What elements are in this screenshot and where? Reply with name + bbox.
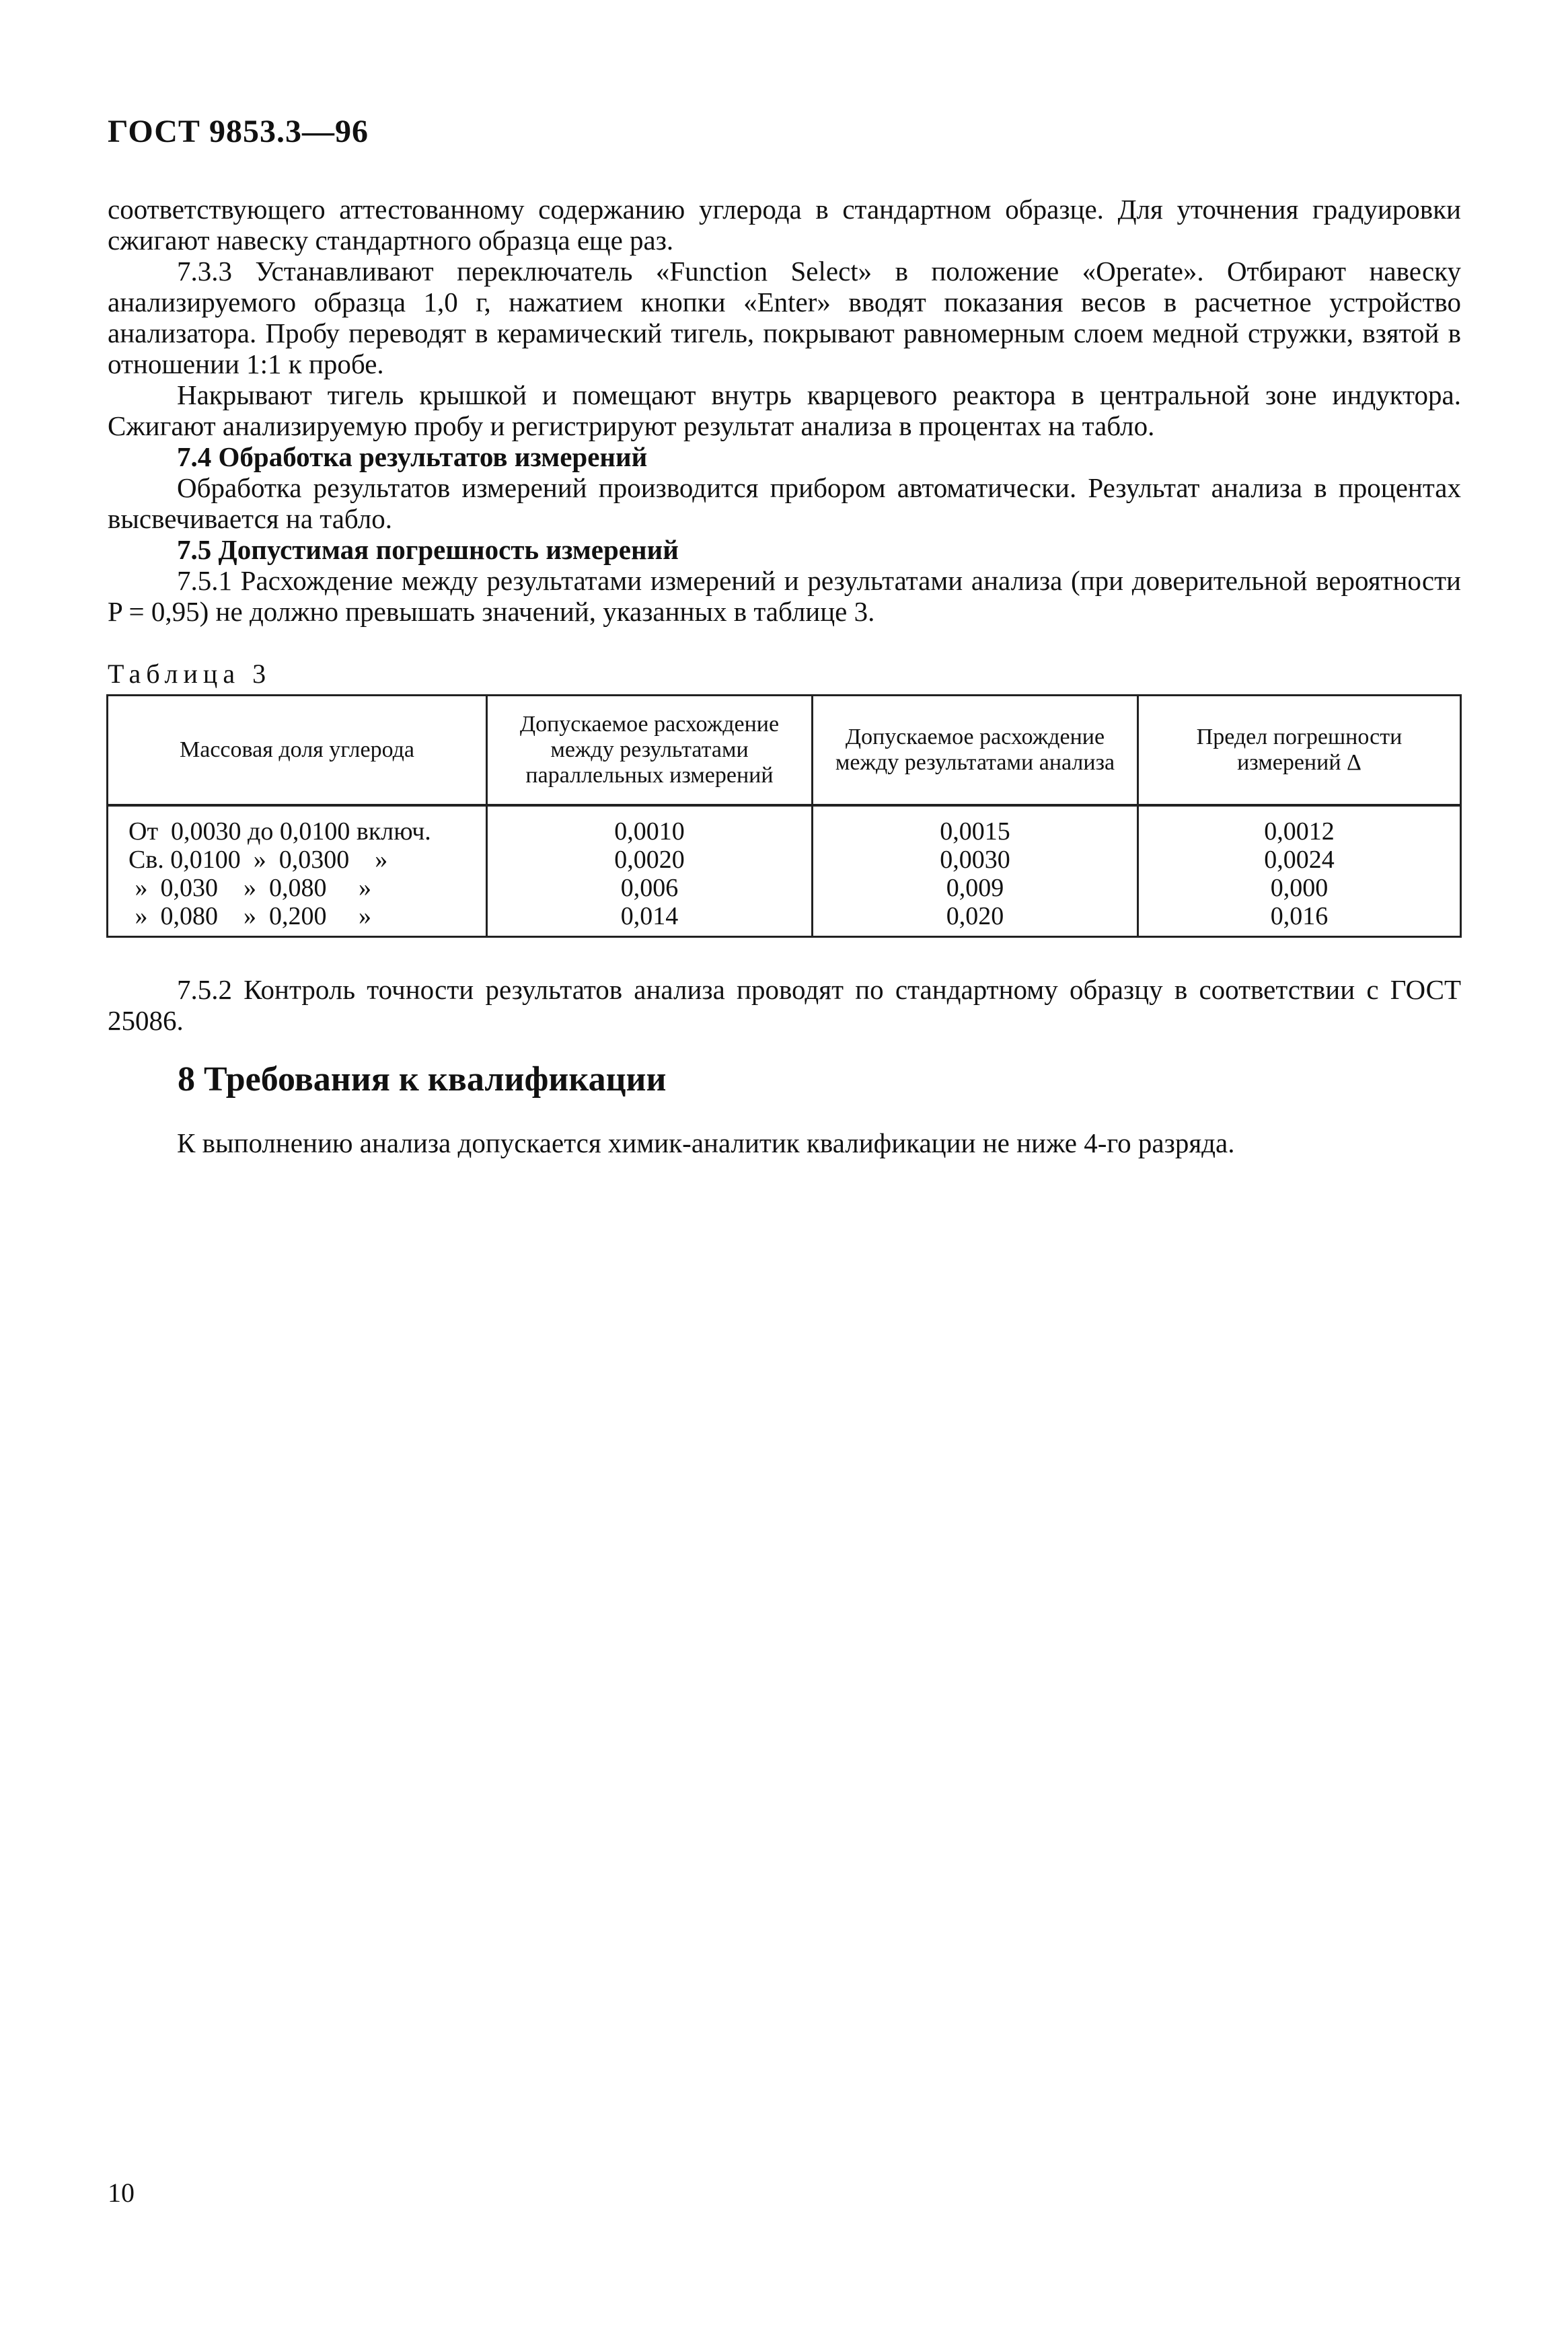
table-cell: 0,016 <box>1138 902 1461 937</box>
table-caption: Таблица 3 <box>108 659 272 689</box>
table-cell: 0,0010 <box>487 805 813 846</box>
table-cell: 0,0030 <box>813 846 1138 874</box>
table-cell: 0,0012 <box>1138 805 1461 846</box>
table-row <box>108 805 1461 846</box>
column-header-error-limit: Предел погрешности измерений Δ <box>1138 696 1461 806</box>
table-cell: 0,0024 <box>1138 846 1461 874</box>
table-cell: 0,000 <box>1138 874 1461 902</box>
table-cell: Св. 0,0100 » 0,0300 » <box>108 846 487 874</box>
table-row <box>108 902 1461 937</box>
paragraph-7-5-2: 7.5.2 Контроль точности результатов анализа проводят по стандартному образцу в соответствии с ГОСТ 25086. <box>108 974 1461 1036</box>
paragraph-7-4: Обработка результатов измерений производится прибором автоматически. Результат анализа в процентах высвечивается на табло. <box>108 472 1461 534</box>
column-header-analysis-discrepancy: Допускаемое расхождение между результатами анализа <box>813 696 1138 806</box>
heading-7-4: 7.4 Обработка результатов измерений <box>177 441 648 472</box>
table-row <box>108 846 1461 874</box>
text-block-top <box>108 194 1461 627</box>
table-cell: От 0,0030 до 0,0100 включ. <box>108 805 487 846</box>
column-header-parallel-discrepancy: Допускаемое расхождение между результатами параллельных измерений <box>487 696 813 806</box>
page-number: 10 <box>108 2178 135 2208</box>
paragraph-7-3-3: 7.3.3 Устанавливают переключатель «Function Select» в положение «Operate». Отбирают навеску анализируемого образца 1,0 г, нажатием кнопки «Enter» вводят показания весов в расчетное устройство анализатора. Пробу переводят в керамический тигель, покрывают равномерным слоем медной стружки, взятой в отношении 1:1 к пробе. <box>108 256 1461 379</box>
column-header-carbon-fraction: Массовая доля углерода <box>108 696 487 806</box>
table-header-row <box>108 696 1461 806</box>
table-cell: » 0,030 » 0,080 » <box>108 874 487 902</box>
text-block-7-5-2 <box>108 974 1461 1036</box>
table-cell: 0,0015 <box>813 805 1138 846</box>
section-8-title: 8 Требования к квалификации <box>178 1060 667 1099</box>
text-block-section-8 <box>108 1127 1461 1158</box>
heading-7-5: 7.5 Допустимая погрешность измерений <box>177 534 679 565</box>
paragraph-combustion: Накрывают тигель крышкой и помещают внутрь кварцевого реактора в центральной зоне индуктора. Сжигают анализируемую пробу и регистрируют результат анализа в процентах на табло. <box>108 379 1461 441</box>
table-cell: 0,020 <box>813 902 1138 937</box>
table-cell: 0,014 <box>487 902 813 937</box>
document-code-header: ГОСТ 9853.3—96 <box>108 114 369 149</box>
table-cell: 0,009 <box>813 874 1138 902</box>
paragraph-7-5-1: 7.5.1 Расхождение между результатами измерений и результатами анализа (при доверительной вероятности P = 0,95) не должно превышать значений, указанных в таблице 3. <box>108 565 1461 627</box>
table-row <box>108 874 1461 902</box>
paragraph-continuation: соответствующего аттестованному содержанию углерода в стандартном образце. Для уточнения градуировки сжигают навеску стандартного образца еще раз. <box>108 194 1461 256</box>
tolerance-table <box>106 694 1462 938</box>
table-cell: 0,0020 <box>487 846 813 874</box>
paragraph-section-8: К выполнению анализа допускается химик-аналитик квалификации не ниже 4-го разряда. <box>177 1127 1235 1158</box>
table-cell: 0,006 <box>487 874 813 902</box>
table-cell: » 0,080 » 0,200 » <box>108 902 487 937</box>
